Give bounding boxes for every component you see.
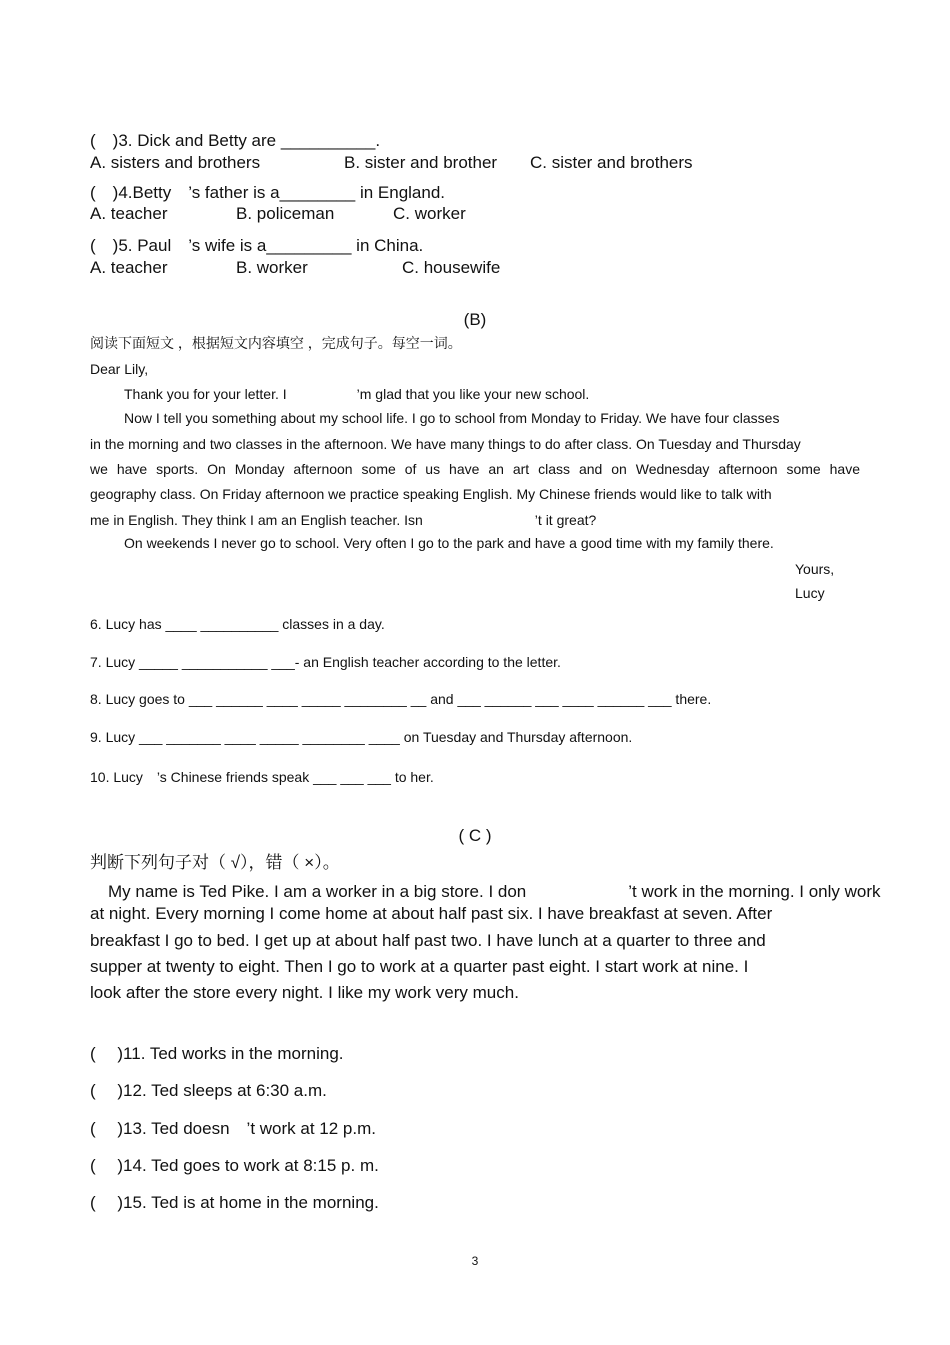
question-9: 9. Lucy ___ _______ ____ _____ ________ ____ on Tuesday and Thursday afternoon. <box>90 729 633 745</box>
q5-option-b: B. worker <box>236 258 308 277</box>
letter-paragraph-2-line-1: Now I tell you something about my school life. I go to school from Monday to Friday. We have four classes <box>124 410 780 426</box>
letter-paragraph-1: Thank you for your letter. I ’m glad that you like your new school. <box>124 386 590 402</box>
question-8: 8. Lucy goes to ___ ______ ____ _____ ________ __ and ___ ______ ___ ____ ______ ___ there. <box>90 691 712 707</box>
question-13: ( )13. Ted doesn ’t work at 12 p.m. <box>90 1119 376 1138</box>
question-6: 6. Lucy has ____ __________ classes in a day. <box>90 616 385 632</box>
page-number: 3 <box>471 1254 479 1268</box>
question-4: ( )4.Betty ’s father is a________ in England. <box>90 183 446 202</box>
section-b-heading: (B) <box>463 310 487 329</box>
letter-paragraph-3: On weekends I never go to school. Very often I go to the park and have a good time with my family there. <box>124 535 774 551</box>
letter-paragraph-2-line-3: we have sports. On Monday afternoon some of us have an art class and on Wednesday afternoon some have <box>90 461 860 477</box>
passage-line-5: look after the store every night. I like my work very much. <box>90 983 519 1002</box>
question-7: 7. Lucy _____ ___________ ___- an English teacher according to the letter. <box>90 654 561 670</box>
q4-option-c: C. worker <box>393 204 466 223</box>
q4-option-b: B. policeman <box>236 204 335 223</box>
letter-paragraph-2-line-5: me in English. They think I am an English teacher. Isn ’t it great? <box>90 512 597 528</box>
question-11: ( )11. Ted works in the morning. <box>90 1044 344 1063</box>
question-3: ( )3. Dick and Betty are __________. <box>90 131 381 150</box>
q3-option-b: B. sister and brother <box>344 153 498 172</box>
section-b-instruction: 阅读下面短文 ，根据短文内容填空 ，完成句子。每空一词。 <box>90 335 462 351</box>
letter-paragraph-2-line-4: geography class. On Friday afternoon we practice speaking English. My Chinese friends would like to talk with <box>90 486 772 502</box>
passage-line-1: My name is Ted Pike. I am a worker in a big store. I don ’t work in the morning. I only work <box>108 882 881 901</box>
section-c-instruction: 判断下列句子对（ √），错（ ×）。 <box>90 853 340 872</box>
q3-option-c: C. sister and brothers <box>530 153 693 172</box>
q4-option-a: A. teacher <box>90 204 168 223</box>
letter-greeting: Dear Lily, <box>90 361 149 377</box>
question-12: ( )12. Ted sleeps at 6:30 a.m. <box>90 1081 327 1100</box>
question-14: ( )14. Ted goes to work at 8:15 p. m. <box>90 1156 379 1175</box>
passage-line-4: supper at twenty to eight. Then I go to work at a quarter past eight. I start work at nine. I <box>90 957 749 976</box>
section-c-heading: ( C ) <box>458 826 492 845</box>
letter-paragraph-2-line-2: in the morning and two classes in the afternoon. We have many things to do after class. On Tuesday and Thursday <box>90 436 801 452</box>
q5-option-a: A. teacher <box>90 258 168 277</box>
question-10: 10. Lucy ’s Chinese friends speak ___ ___ ___ to her. <box>90 769 434 785</box>
q3-option-a: A. sisters and brothers <box>90 153 261 172</box>
q5-option-c: C. housewife <box>402 258 501 277</box>
letter-closing: Yours, <box>795 561 835 577</box>
question-5: ( )5. Paul ’s wife is a_________ in China. <box>90 236 424 255</box>
passage-line-3: breakfast I go to bed. I get up at about half past two. I have lunch at a quarter to three and <box>90 931 766 950</box>
letter-signature: Lucy <box>795 585 825 601</box>
passage-line-2: at night. Every morning I come home at about half past six. I have breakfast at seven. After <box>90 904 773 923</box>
question-15: ( )15. Ted is at home in the morning. <box>90 1193 379 1212</box>
